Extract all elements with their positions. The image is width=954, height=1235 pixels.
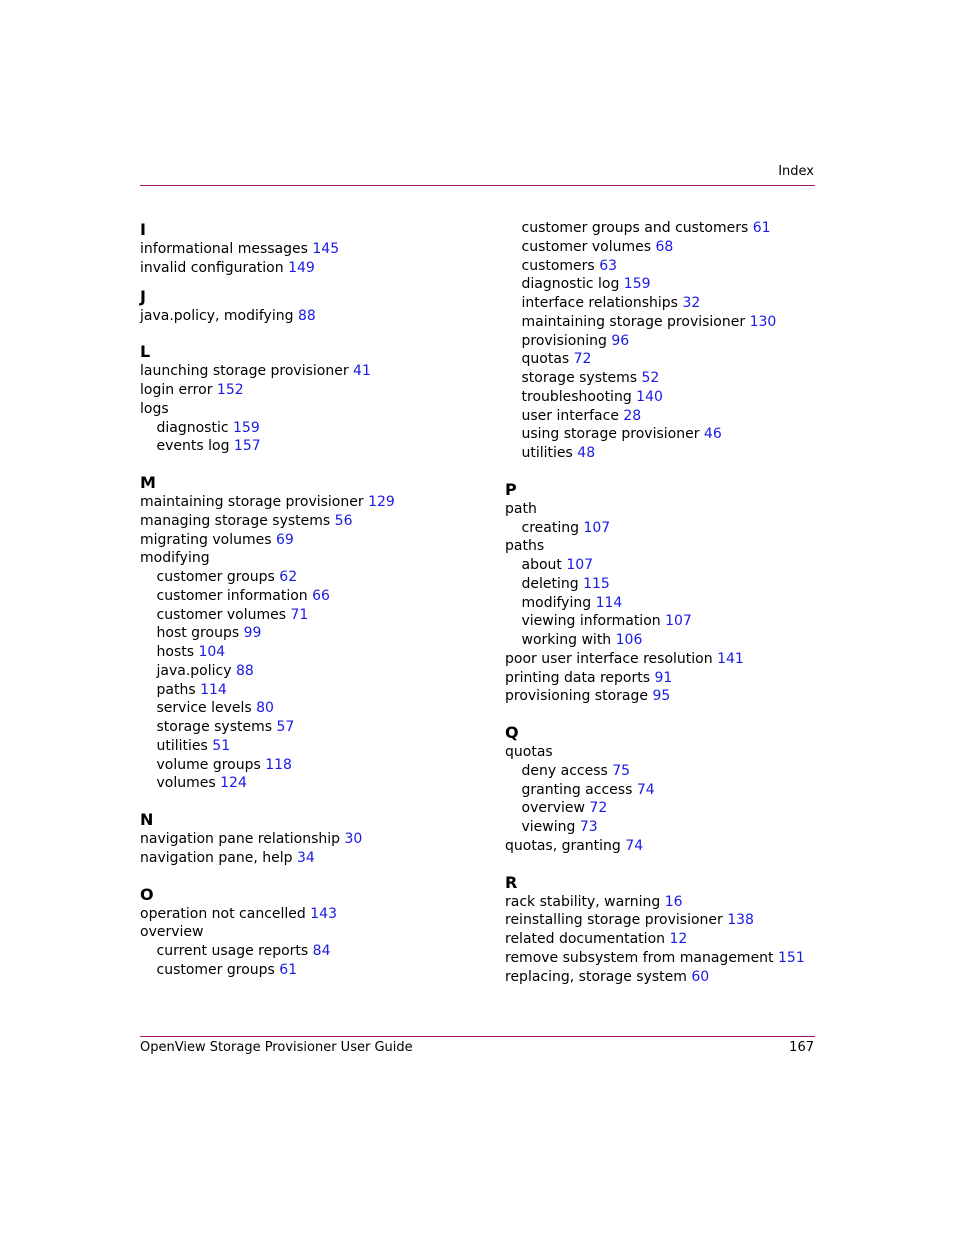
entry-term: storage systems: [521, 370, 638, 386]
index-subentry: [505, 313, 845, 332]
entry-term: modifying: [140, 550, 210, 567]
entry-term: deny access: [521, 762, 608, 779]
page-link[interactable]: 30: [344, 831, 363, 847]
index-subentry: [505, 818, 845, 837]
index-subentry: [505, 350, 845, 369]
page-link[interactable]: 12: [669, 931, 688, 947]
index-entry: [140, 381, 480, 400]
index-entry: [140, 307, 480, 326]
index-subentry: [505, 388, 845, 407]
entry-term: rack stability, warning: [505, 893, 661, 910]
page-link[interactable]: 88: [297, 307, 316, 324]
index-entry: [505, 893, 845, 912]
index-entry: [140, 240, 480, 259]
index-entry: [140, 259, 480, 278]
page-link[interactable]: 62: [279, 569, 298, 585]
entry-term: storage systems: [156, 719, 273, 735]
page-link[interactable]: 46: [703, 426, 722, 443]
entry-term: troubleshooting: [521, 388, 632, 405]
page-link[interactable]: 68: [655, 238, 674, 255]
entry-term: user interface: [521, 407, 619, 424]
entry-term: java.policy, modifying: [140, 307, 294, 324]
page-link[interactable]: 69: [275, 531, 294, 548]
page-link[interactable]: 106: [615, 632, 643, 648]
index-letter-heading: M: [140, 473, 156, 492]
entry-term: customer groups: [156, 961, 275, 978]
entry-term: migrating volumes: [140, 531, 272, 548]
index-subentry: [505, 799, 845, 818]
entry-term: login error: [140, 382, 213, 398]
footer-page-number: 167: [789, 1040, 814, 1055]
entry-term: customers: [521, 257, 595, 274]
page-link[interactable]: 96: [611, 332, 630, 349]
index-entry: [140, 905, 480, 924]
page-link[interactable]: 151: [778, 949, 805, 966]
index-subentry: [140, 942, 480, 961]
page-link[interactable]: 143: [310, 905, 337, 922]
index-subentry: [505, 781, 845, 800]
page-link[interactable]: 99: [243, 625, 262, 642]
index-subentry: [505, 425, 845, 444]
page-link[interactable]: 141: [717, 650, 744, 667]
entry-term: volumes: [156, 775, 216, 792]
index-subentry: [140, 737, 480, 756]
entry-term: about: [521, 557, 562, 573]
index-entry: [505, 500, 845, 519]
page-link[interactable]: 159: [233, 419, 260, 436]
entry-term: maintaining storage provisioner: [140, 494, 364, 510]
page-link[interactable]: 95: [652, 688, 671, 705]
page-link[interactable]: 149: [288, 259, 315, 276]
index-entry: [140, 830, 480, 849]
index-subentry: [505, 612, 845, 631]
entry-term: invalid configuration: [140, 259, 284, 276]
page-link[interactable]: 61: [279, 961, 298, 978]
entry-term: provisioning: [521, 332, 607, 349]
page-link[interactable]: 56: [334, 512, 353, 529]
entry-term: volume groups: [156, 756, 261, 773]
index-subentry: [505, 594, 845, 613]
page-link[interactable]: 34: [296, 849, 315, 866]
index-subentry: [140, 606, 480, 625]
index-entry: [140, 400, 480, 419]
index-entry: [140, 362, 480, 381]
index-subentry: [505, 238, 845, 257]
index-subentry: [140, 624, 480, 643]
index-column-right: [505, 219, 845, 986]
entry-term: interface relationships: [521, 295, 678, 311]
index-subentry: [505, 519, 845, 538]
index-subentry: [140, 699, 480, 718]
index-subentry: [505, 407, 845, 426]
index-subentry: [505, 575, 845, 594]
entry-term: hosts: [156, 644, 195, 660]
page-link[interactable]: 48: [577, 445, 596, 461]
index-entry: [140, 549, 480, 568]
page-link[interactable]: 107: [566, 557, 594, 573]
entry-term: reinstalling storage provisioner: [505, 912, 723, 929]
page-link[interactable]: 75: [612, 762, 631, 779]
entry-term: viewing: [521, 819, 576, 835]
page-link[interactable]: 104: [198, 644, 226, 660]
index-entry: [140, 849, 480, 868]
entry-term: printing data reports: [505, 669, 651, 686]
entry-term: customer information: [156, 587, 308, 604]
index-entry: [505, 837, 845, 856]
entry-term: logs: [140, 400, 169, 417]
index-subentry: [505, 257, 845, 276]
index-subentry: [140, 419, 480, 438]
page-link[interactable]: 80: [256, 700, 274, 717]
entry-term: poor user interface resolution: [505, 650, 713, 667]
index-entry: [140, 512, 480, 531]
index-subentry: [505, 556, 845, 575]
index-subentry: [140, 643, 480, 662]
entry-term: diagnostic: [156, 419, 229, 436]
entry-term: utilities: [156, 737, 208, 754]
entry-term: paths: [156, 681, 196, 698]
page-link[interactable]: 57: [276, 719, 295, 735]
page-link[interactable]: 51: [212, 737, 231, 754]
index-entry: [140, 493, 480, 512]
index-column-left: [140, 220, 480, 980]
entry-term: quotas, granting: [505, 837, 621, 854]
index-entry: [505, 911, 845, 930]
entry-term: customer volumes: [521, 238, 652, 255]
page-link[interactable]: 157: [233, 438, 261, 455]
index-subentry: [140, 756, 480, 775]
page-link[interactable]: 84: [312, 943, 331, 959]
index-subentry: [140, 718, 480, 737]
page-link[interactable]: 66: [312, 587, 330, 604]
index-letter-heading: R: [505, 872, 518, 892]
page-link[interactable]: 60: [691, 968, 710, 985]
entry-term: replacing, storage system: [505, 968, 687, 985]
index-entry: [505, 930, 845, 949]
page-link[interactable]: 41: [353, 363, 371, 380]
page-link[interactable]: 52: [641, 370, 660, 386]
index-subentry: [140, 568, 480, 587]
index-subentry: [140, 587, 480, 606]
page-link[interactable]: 74: [636, 781, 655, 798]
index-entry: [505, 669, 845, 688]
index-entry: [505, 537, 845, 556]
entry-term: utilities: [521, 445, 573, 461]
entry-term: diagnostic log: [521, 276, 620, 293]
index-entry: [505, 968, 845, 987]
index-entry: [505, 949, 845, 968]
entry-term: using storage provisioner: [521, 426, 700, 443]
index-letter-heading: Q: [505, 723, 519, 742]
index-letter-heading: N: [140, 810, 154, 829]
page-link[interactable]: 71: [290, 606, 309, 623]
entry-term: navigation pane, help: [140, 849, 293, 866]
entry-term: related documentation: [505, 931, 666, 947]
index-subentry: [505, 219, 845, 238]
page-link[interactable]: 32: [682, 295, 701, 311]
entry-term: paths: [505, 538, 545, 555]
index-letter-heading: P: [505, 479, 517, 499]
page-link[interactable]: 115: [583, 575, 610, 592]
page-link[interactable]: 130: [749, 313, 777, 330]
entry-term: launching storage provisioner: [140, 363, 349, 380]
entry-term: overview: [521, 800, 585, 817]
page-link[interactable]: 72: [589, 800, 608, 817]
page-link[interactable]: 129: [368, 494, 395, 510]
index-entry: [505, 687, 845, 706]
entry-term: quotas: [505, 744, 553, 760]
page-link[interactable]: 159: [623, 276, 651, 293]
entry-term: creating: [521, 519, 579, 536]
page-link[interactable]: 114: [595, 594, 623, 611]
page-link[interactable]: 140: [636, 388, 663, 405]
index-subentry: [505, 369, 845, 388]
page-link[interactable]: 16: [664, 893, 683, 910]
page-link[interactable]: 91: [654, 669, 673, 686]
entry-term: granting access: [521, 781, 633, 798]
index-letter-heading: L: [140, 342, 151, 362]
entry-term: customer groups: [156, 569, 275, 585]
index-entry: [505, 650, 845, 669]
entry-term: customer volumes: [156, 606, 287, 623]
footer-document-title: OpenView Storage Provisioner User Guide: [140, 1040, 413, 1055]
index-subentry: [140, 437, 480, 456]
page-link[interactable]: 107: [665, 613, 692, 630]
index-entry: [140, 923, 480, 942]
page-link[interactable]: 28: [623, 407, 642, 424]
index-subentry: [140, 774, 480, 793]
header-rule: [140, 185, 815, 186]
page-link[interactable]: 145: [312, 241, 340, 257]
page-link[interactable]: 72: [573, 351, 592, 368]
page-link[interactable]: 152: [216, 382, 244, 398]
footer-rule: [140, 1036, 815, 1037]
index-subentry: [505, 275, 845, 294]
entry-term: provisioning storage: [505, 688, 648, 705]
page-link[interactable]: 74: [625, 837, 644, 854]
entry-term: viewing information: [521, 613, 661, 630]
entry-term: working with: [521, 632, 612, 648]
page-link[interactable]: 118: [265, 756, 292, 773]
index-subentry: [140, 961, 480, 980]
page-link[interactable]: 63: [599, 257, 618, 274]
page-link[interactable]: 107: [583, 519, 611, 536]
index-subentry: [140, 681, 480, 700]
index-letter-heading: O: [140, 884, 154, 904]
entry-term: remove subsystem from management: [505, 949, 774, 966]
entry-term: quotas: [521, 351, 570, 368]
entry-term: deleting: [521, 575, 579, 592]
entry-term: modifying: [521, 594, 592, 611]
index-subentry: [505, 762, 845, 781]
entry-term: current usage reports: [156, 943, 309, 959]
entry-term: java.policy: [156, 662, 232, 679]
page-link[interactable]: 138: [727, 912, 754, 929]
entry-term: path: [505, 500, 537, 517]
entry-term: customer groups and customers: [521, 220, 749, 236]
entry-term: managing storage systems: [140, 512, 331, 529]
entry-term: events log: [156, 438, 230, 455]
entry-term: operation not cancelled: [140, 905, 306, 922]
index-letter-heading: I: [140, 220, 146, 239]
index-letter-heading: J: [140, 286, 146, 306]
index-subentry: [505, 444, 845, 463]
index-subentry: [505, 332, 845, 351]
index-entry: [140, 531, 480, 550]
entry-term: informational messages: [140, 241, 308, 257]
page-link[interactable]: 88: [235, 662, 254, 679]
entry-term: maintaining storage provisioner: [521, 313, 746, 330]
entry-term: navigation pane relationship: [140, 831, 341, 847]
entry-term: overview: [140, 924, 204, 941]
index-subentry: [140, 662, 480, 681]
entry-term: service levels: [156, 700, 252, 717]
entry-term: host groups: [156, 625, 240, 642]
page-link[interactable]: 124: [220, 775, 247, 792]
page-link[interactable]: 114: [200, 681, 227, 698]
page-link[interactable]: 61: [752, 220, 771, 236]
index-entry: [505, 743, 845, 762]
page-link[interactable]: 73: [579, 819, 598, 835]
running-header: Index: [778, 164, 814, 179]
index-subentry: [505, 294, 845, 313]
index-subentry: [505, 631, 845, 650]
